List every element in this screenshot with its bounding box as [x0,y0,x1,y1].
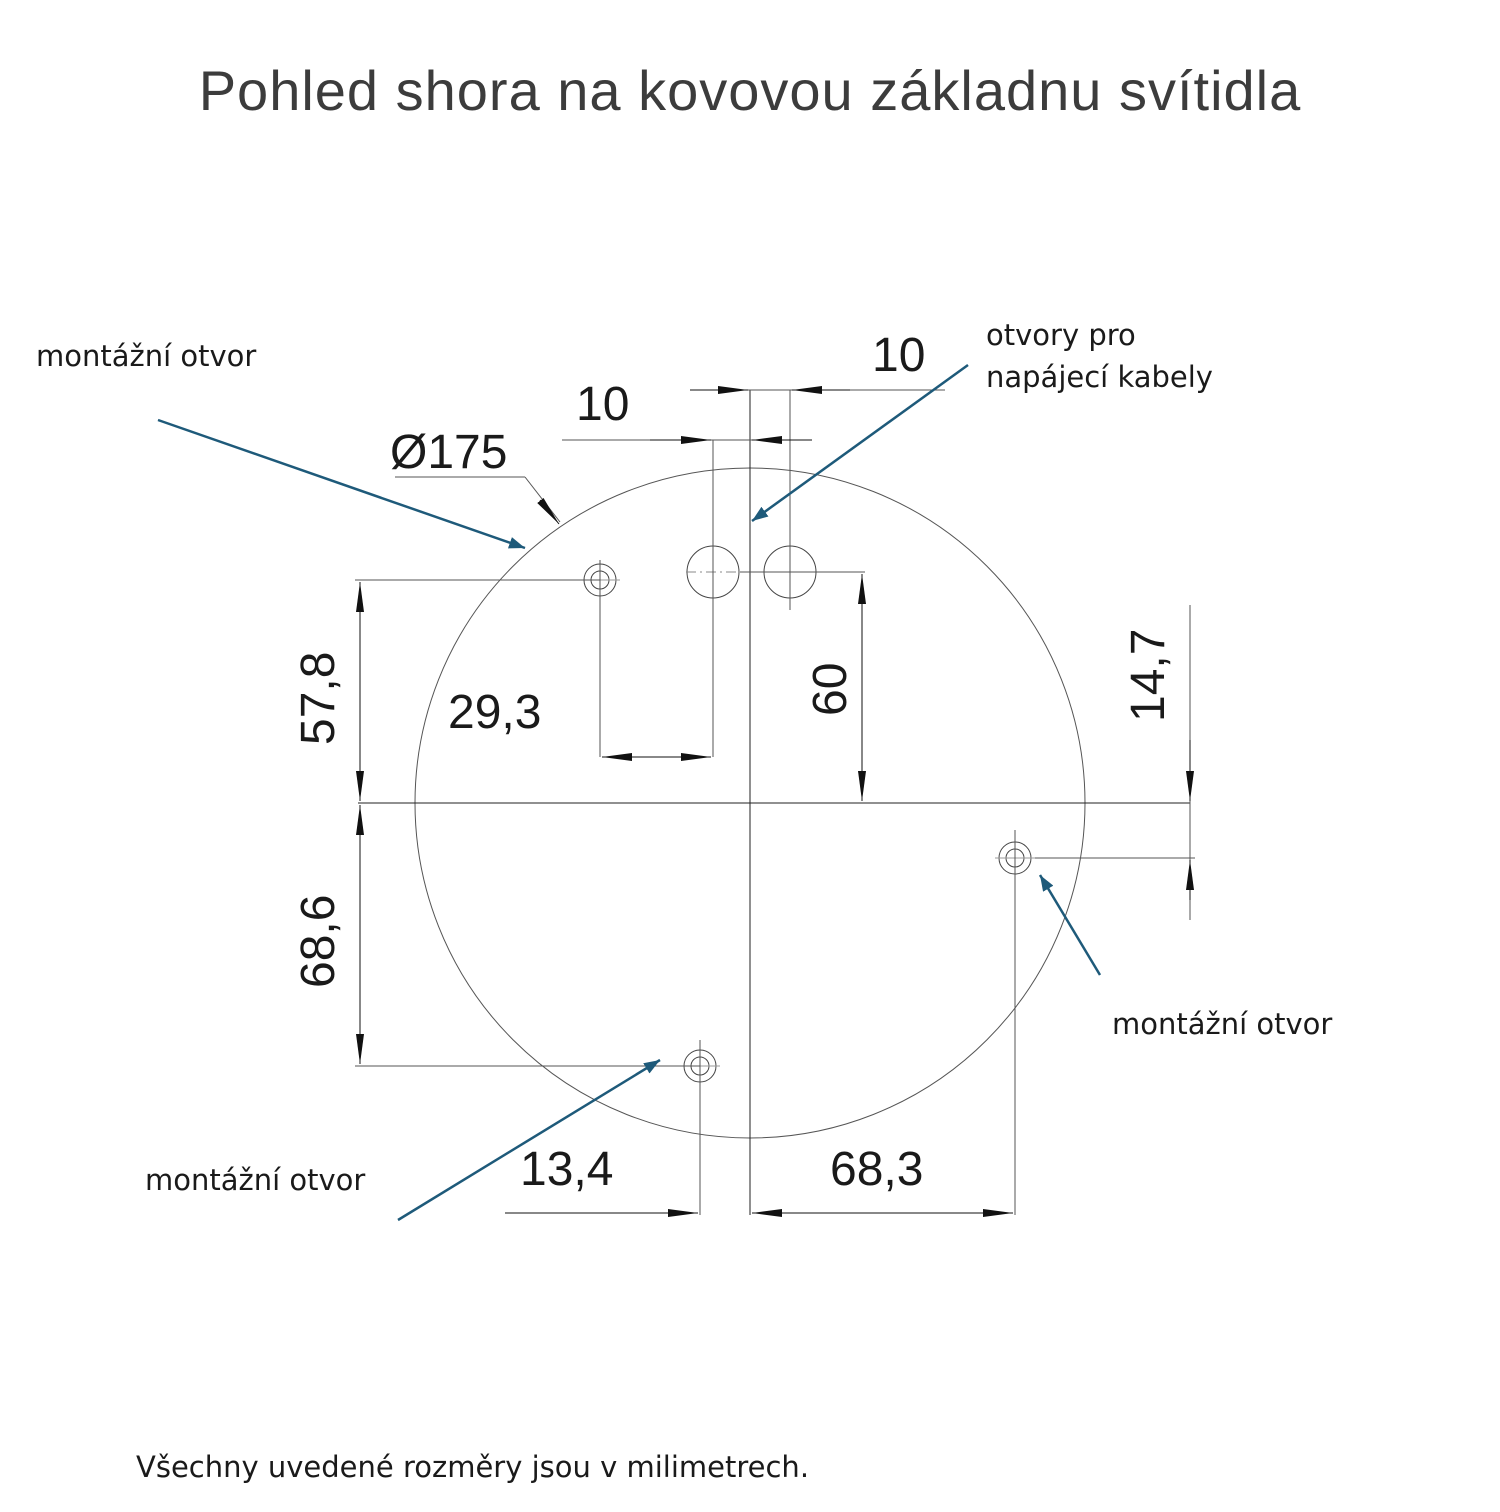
dim-cable-hole-left-offset: 10 [576,378,630,431]
label-cable-holes-line1: otvory pro [986,318,1136,352]
leader-mount-right [1040,875,1100,975]
dim-cable-hole-right-offset: 10 [872,329,926,382]
units-footnote: Všechny uvedené rozměry jsou v milimetrech. [136,1450,810,1484]
dim-diameter: Ø175 [390,426,508,479]
dim-mount-bottom-x: 13,4 [520,1143,614,1196]
label-mount-hole-bottom: montážní otvor [145,1163,366,1197]
label-mount-hole-top-left: montážní otvor [36,339,257,373]
label-cable-holes-line2: napájecí kabely [986,360,1213,394]
dim-mount-bottom-y: 68,6 [292,894,345,988]
dim-mount-right-y: 14,7 [1122,628,1175,722]
dimension-lines [360,390,1190,1213]
dim-mount-top-left-x: 29,3 [448,686,542,739]
label-mount-hole-right: montážní otvor [1112,1007,1333,1041]
leader-mount-bottom [398,1060,660,1220]
leader-cable-holes [752,365,968,521]
page-title: Pohled shora na kovovou základnu svítidla [198,59,1302,122]
dim-mount-top-left-y: 57,8 [292,651,345,745]
leader-arrows [158,365,1100,1220]
dim-cable-holes-y: 60 [804,662,857,716]
dim-mount-right-x: 68,3 [830,1143,924,1196]
